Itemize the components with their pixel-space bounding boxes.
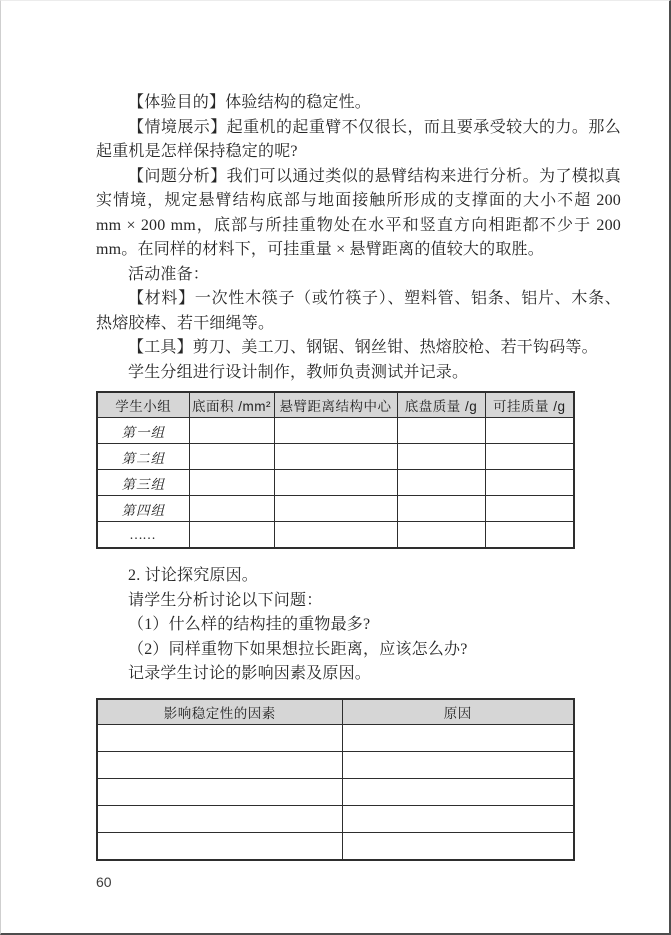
empty-cell [342, 751, 574, 778]
paragraph-question-2: （2）同样重物下如果想拉长距离，应该怎么办? [128, 640, 468, 658]
empty-cell [274, 522, 397, 549]
column-header-arm-distance: 悬臂距离结构中心 [274, 392, 397, 418]
column-header-hang-mass: 可挂质量 /g [485, 392, 574, 418]
empty-cell [97, 778, 342, 805]
empty-cell [397, 522, 485, 549]
empty-cell [189, 470, 274, 496]
factor-reason-table [96, 698, 575, 861]
table-row [97, 522, 574, 549]
paragraph-materials: 【材料】一次性木筷子（或竹筷子）、塑料管、铝条、铝片、木条、热熔胶棒、若干细绳等。 [96, 290, 621, 332]
group-table-header-row [97, 392, 574, 418]
table-row [97, 751, 574, 778]
empty-cell [189, 522, 274, 549]
table-row [97, 805, 574, 832]
page-number: 60 [96, 873, 112, 890]
empty-cell [342, 778, 574, 805]
column-header-group: 学生小组 [97, 392, 189, 418]
empty-cell [97, 751, 342, 778]
empty-cell [397, 496, 485, 522]
factor-table-header-row [97, 699, 574, 725]
column-header-base-area: 底面积 /mm² [189, 392, 274, 418]
paragraph-scenario: 【情境展示】起重机的起重臂不仅很长，而且要承受较大的力。那么起重机是怎样保持稳定的呢? [96, 118, 621, 160]
empty-cell [189, 496, 274, 522]
empty-cell [274, 444, 397, 470]
paragraph-purpose: 【体验目的】体验结构的稳定性。 [128, 94, 372, 111]
paragraph-prepare-heading: 活动准备： [128, 265, 210, 283]
paragraph-discuss-heading: 2. 讨论探究原因。 [128, 567, 259, 584]
empty-cell [342, 724, 574, 751]
empty-cell [485, 496, 574, 522]
empty-cell [274, 496, 397, 522]
paragraph-analysis: 【问题分析】我们可以通过类似的悬臂结构来进行分析。为了模拟真实情境，规定悬臂结构底部与地面接触所形成的支撑面的大小不超 200 mm × 200 mm，底部与所挂重物处在水平和竖直方向相距都不少于 200 mm。在同样的材料下，可挂重量 × 悬臂距离的值较大的取胜。 [96, 167, 621, 258]
paragraph-discuss-intro: 请学生分析讨论以下问题： [128, 591, 323, 609]
empty-cell [485, 522, 574, 549]
empty-cell [97, 805, 342, 832]
table-row [97, 724, 574, 751]
empty-cell [342, 832, 574, 860]
paragraph-question-1: （1）什么样的结构挂的重物最多? [128, 616, 371, 633]
table-row [97, 470, 574, 496]
empty-cell [274, 470, 397, 496]
row-label: 第二组 [97, 444, 189, 470]
empty-cell [97, 832, 342, 860]
table-row [97, 778, 574, 805]
table-row [97, 496, 574, 522]
empty-cell [189, 418, 274, 444]
empty-cell [97, 724, 342, 751]
paragraph-record-note: 记录学生讨论的影响因素及原因。 [128, 665, 372, 682]
page-content [1, 1, 669, 890]
table-row [97, 832, 574, 860]
empty-cell [189, 444, 274, 470]
empty-cell [485, 470, 574, 496]
row-label: 第三组 [97, 470, 189, 496]
row-label: …… [97, 522, 189, 549]
column-header-reason: 原因 [342, 699, 574, 725]
empty-cell [397, 470, 485, 496]
paragraph-tools: 【工具】剪刀、美工刀、钢锯、钢丝钳、热熔胶枪、若干钩码等。 [128, 339, 598, 356]
empty-cell [485, 444, 574, 470]
paragraph-grouping: 学生分组进行设计制作，教师负责测试并记录。 [128, 363, 469, 381]
row-label: 第一组 [97, 418, 189, 444]
column-header-base-mass: 底盘质量 /g [397, 392, 485, 418]
column-header-factor: 影响稳定性的因素 [97, 699, 342, 725]
table-row [97, 418, 574, 444]
empty-cell [274, 418, 397, 444]
empty-cell [342, 805, 574, 832]
row-label: 第四组 [97, 496, 189, 522]
empty-cell [485, 418, 574, 444]
empty-cell [397, 418, 485, 444]
table-row [97, 444, 574, 470]
group-record-table [96, 391, 575, 549]
empty-cell [397, 444, 485, 470]
